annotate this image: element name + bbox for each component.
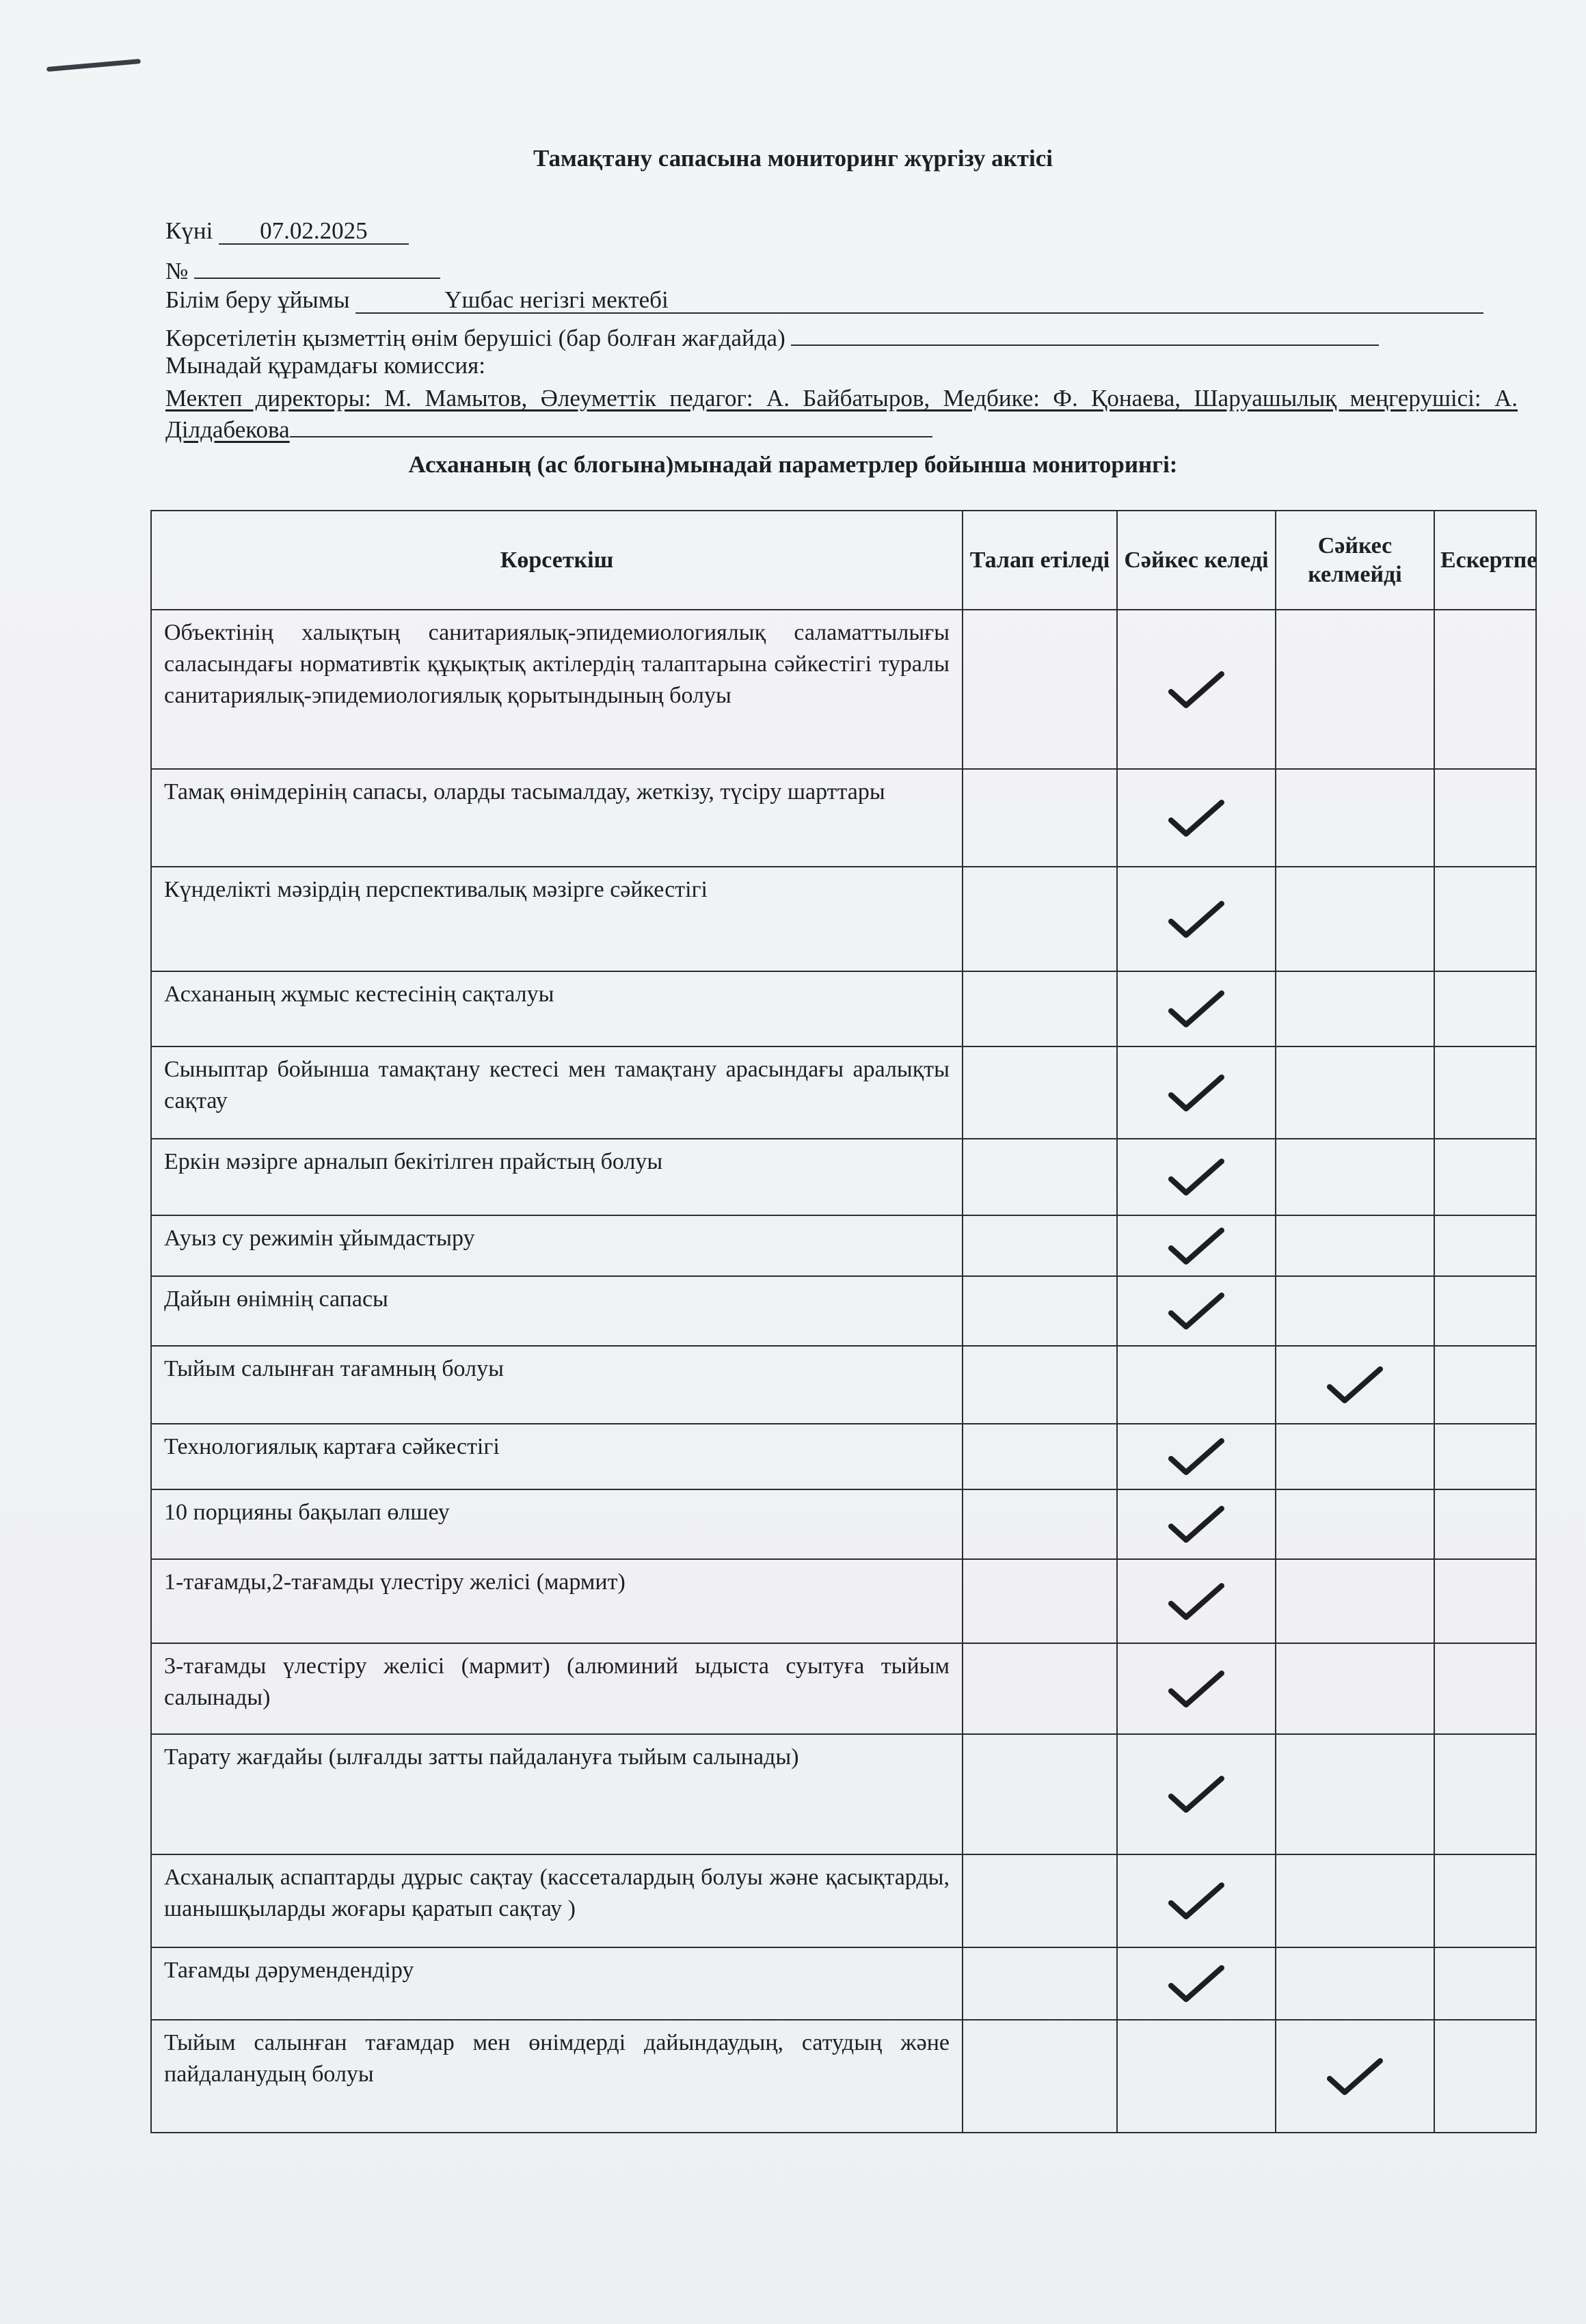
complies-cell (1117, 769, 1276, 867)
complies-cell (1117, 610, 1276, 769)
header-indicator: Көрсеткіш (151, 511, 963, 610)
indicator-cell: Дайын өнімнің сапасы (151, 1276, 963, 1346)
check-mark-icon (1166, 1290, 1227, 1332)
table-row (151, 1559, 1536, 1643)
not-complies-cell (1276, 1215, 1434, 1276)
not-complies-cell (1276, 610, 1434, 769)
provider-blank (791, 320, 1379, 346)
check-mark-icon (1166, 1580, 1227, 1623)
complies-cell (1117, 1424, 1276, 1489)
indicator-cell: 10 порцияны бақылап өлшеу (151, 1489, 963, 1559)
required-cell (963, 1734, 1117, 1854)
table-row (151, 1346, 1536, 1424)
indicator-cell: Асхананың жұмыс кестесінің сақталуы (151, 971, 963, 1046)
required-cell (963, 1424, 1117, 1489)
note-cell (1434, 1424, 1536, 1489)
note-cell (1434, 1854, 1536, 1947)
not-complies-cell (1276, 1854, 1434, 1947)
table-row (151, 1643, 1536, 1734)
note-cell (1434, 1346, 1536, 1424)
complies-cell (1117, 1947, 1276, 2020)
commission-label: Мынадай құрамдағы комиссия: (165, 352, 485, 379)
commission-members (165, 383, 1518, 446)
complies-cell (1117, 971, 1276, 1046)
required-cell (963, 1559, 1117, 1643)
required-cell (963, 1139, 1117, 1215)
required-cell (963, 971, 1117, 1046)
not-complies-cell (1276, 1559, 1434, 1643)
check-mark-icon (1166, 1156, 1227, 1198)
table-row (151, 971, 1536, 1046)
required-cell (963, 1215, 1117, 1276)
monitoring-table (150, 510, 1537, 2133)
complies-cell (1117, 1139, 1276, 1215)
org-value: Үшбас негізгі мектебі (355, 288, 1483, 314)
note-cell (1434, 1559, 1536, 1643)
not-complies-cell (1276, 1046, 1434, 1139)
indicator-cell: Тамақ өнімдерінің сапасы, оларды тасымалдау, жеткізу, түсіру шарттары (151, 769, 963, 867)
indicator-cell: Күнделікті мәзірдің перспективалық мәзірге сәйкестігі (151, 867, 963, 971)
required-cell (963, 1346, 1117, 1424)
not-complies-cell (1276, 769, 1434, 867)
not-complies-cell (1276, 1489, 1434, 1559)
indicator-cell: Тарату жағдайы (ылғалды затты пайдалануға тыйым салынады) (151, 1734, 963, 1854)
check-mark-icon (1166, 898, 1227, 941)
provider-label: Көрсетілетін қызметтің өнім берушісі (бар болған жағдайда) (165, 325, 785, 351)
indicator-cell: 3-тағамды үлестіру желісі (мармит) (алюминий ыдыста суытуға тыйым салынады) (151, 1643, 963, 1734)
not-complies-cell (1276, 1734, 1434, 1854)
indicator-cell: Технологиялық картаға сәйкестігі (151, 1424, 963, 1489)
indicator-cell: Асханалық аспаптарды дұрыс сақтау (кассеталардың болуы және қасықтарды, шанышқыларды жоғары қаратып сақтау ) (151, 1854, 963, 1947)
required-cell (963, 610, 1117, 769)
indicator-cell: 1-тағамды,2-тағамды үлестіру желісі (мармит) (151, 1559, 963, 1643)
note-cell (1434, 2020, 1536, 2133)
note-cell (1434, 1139, 1536, 1215)
check-mark-icon (1166, 988, 1227, 1030)
table-row (151, 769, 1536, 867)
indicator-cell: Сыныптар бойынша тамақтану кестесі мен тамақтану арасындағы аралықты сақтау (151, 1046, 963, 1139)
required-cell (963, 1854, 1117, 1947)
table-row (151, 2020, 1536, 2133)
complies-cell (1117, 1346, 1276, 1424)
required-cell (963, 1276, 1117, 1346)
document-title: Тамақтану сапасына мониторинг жүргізу актісі (533, 145, 1053, 172)
header-complies: Сәйкес келеді (1117, 511, 1276, 610)
not-complies-cell (1276, 1346, 1434, 1424)
table-row (151, 1734, 1536, 1854)
monitoring-subtitle: Асхананың (ас блогына)мынадай параметрлер бойынша мониторингі: (408, 451, 1178, 478)
not-complies-cell (1276, 971, 1434, 1046)
note-cell (1434, 769, 1536, 867)
not-complies-cell (1276, 1947, 1434, 2020)
check-mark-icon (1166, 1225, 1227, 1267)
commission-members-text: Мектеп директоры: М. Мамытов, Әлеуметтік педагог: А. Байбатыров, Медбике: Ф. Қонаева, Шаруашылық меңгерушісі: А. Ділдабекова (165, 385, 1518, 443)
complies-cell (1117, 1734, 1276, 1854)
note-cell (1434, 1489, 1536, 1559)
header-note: Ескертпе (1434, 511, 1536, 610)
commission-blank (290, 417, 932, 437)
table-header-row (151, 511, 1536, 610)
table-row (151, 1489, 1536, 1559)
pen-stroke-mark (46, 59, 141, 72)
table-row (151, 1947, 1536, 2020)
check-mark-icon (1166, 1962, 1227, 2005)
check-mark-icon (1166, 797, 1227, 839)
note-cell (1434, 867, 1536, 971)
complies-cell (1117, 2020, 1276, 2133)
table-row (151, 867, 1536, 971)
table-row (151, 1139, 1536, 1215)
required-cell (963, 769, 1117, 867)
complies-cell (1117, 1643, 1276, 1734)
required-cell (963, 1489, 1117, 1559)
indicator-cell: Тағамды дәрумендендіру (151, 1947, 963, 2020)
header-required: Талап етіледі (963, 511, 1117, 610)
complies-cell (1117, 1215, 1276, 1276)
table-row (151, 1854, 1536, 1947)
complies-cell (1117, 1854, 1276, 1947)
table-row (151, 1424, 1536, 1489)
check-mark-icon (1166, 1072, 1227, 1114)
complies-cell (1117, 1559, 1276, 1643)
indicator-cell: Тыйым салынған тағамның болуы (151, 1346, 963, 1424)
complies-cell (1117, 1489, 1276, 1559)
provider-line (165, 320, 1379, 352)
indicator-cell: Ауыз су режимін ұйымдастыру (151, 1215, 963, 1276)
check-mark-icon (1166, 1773, 1227, 1815)
number-blank (194, 253, 440, 279)
note-cell (1434, 1276, 1536, 1346)
check-mark-icon (1324, 2055, 1386, 2098)
table-row (151, 1276, 1536, 1346)
not-complies-cell (1276, 2020, 1434, 2133)
note-cell (1434, 610, 1536, 769)
note-cell (1434, 1734, 1536, 1854)
indicator-cell: Тыйым салынған тағамдар мен өнімдерді дайындаудың, сатудың және пайдаланудың болуы (151, 2020, 963, 2133)
date-line (165, 217, 409, 245)
not-complies-cell (1276, 1424, 1434, 1489)
indicator-cell: Еркін мәзірге арналып бекітілген прайстың болуы (151, 1139, 963, 1215)
complies-cell (1117, 1276, 1276, 1346)
required-cell (963, 1947, 1117, 2020)
date-label: Күні (165, 217, 213, 244)
org-line (165, 286, 1483, 314)
table-row (151, 610, 1536, 769)
note-cell (1434, 971, 1536, 1046)
number-line (165, 253, 440, 285)
note-cell (1434, 1643, 1536, 1734)
table-row (151, 1215, 1536, 1276)
complies-cell (1117, 867, 1276, 971)
not-complies-cell (1276, 1139, 1434, 1215)
check-mark-icon (1166, 1880, 1227, 1922)
check-mark-icon (1166, 668, 1227, 711)
not-complies-cell (1276, 1643, 1434, 1734)
check-mark-icon (1166, 1503, 1227, 1545)
check-mark-icon (1324, 1364, 1386, 1406)
required-cell (963, 2020, 1117, 2133)
check-mark-icon (1166, 1668, 1227, 1710)
date-value: 07.02.2025 (219, 219, 409, 245)
required-cell (963, 867, 1117, 971)
table-row (151, 1046, 1536, 1139)
complies-cell (1117, 1046, 1276, 1139)
indicator-cell: Объектінің халықтың санитариялық-эпидемиологиялық саламаттылығы саласындағы нормативтік құқықтық актілердің талаптарына сәйкестігі туралы санитариялық-эпидемиологиялық қорытындының болуы (151, 610, 963, 769)
not-complies-cell (1276, 1276, 1434, 1346)
header-not-complies: Сәйкес келмейді (1276, 511, 1434, 610)
required-cell (963, 1046, 1117, 1139)
required-cell (963, 1643, 1117, 1734)
note-cell (1434, 1215, 1536, 1276)
note-cell (1434, 1046, 1536, 1139)
note-cell (1434, 1947, 1536, 2020)
org-label: Білім беру ұйымы (165, 286, 350, 313)
number-label: № (165, 258, 189, 284)
check-mark-icon (1166, 1435, 1227, 1478)
not-complies-cell (1276, 867, 1434, 971)
table-body (151, 610, 1536, 2133)
